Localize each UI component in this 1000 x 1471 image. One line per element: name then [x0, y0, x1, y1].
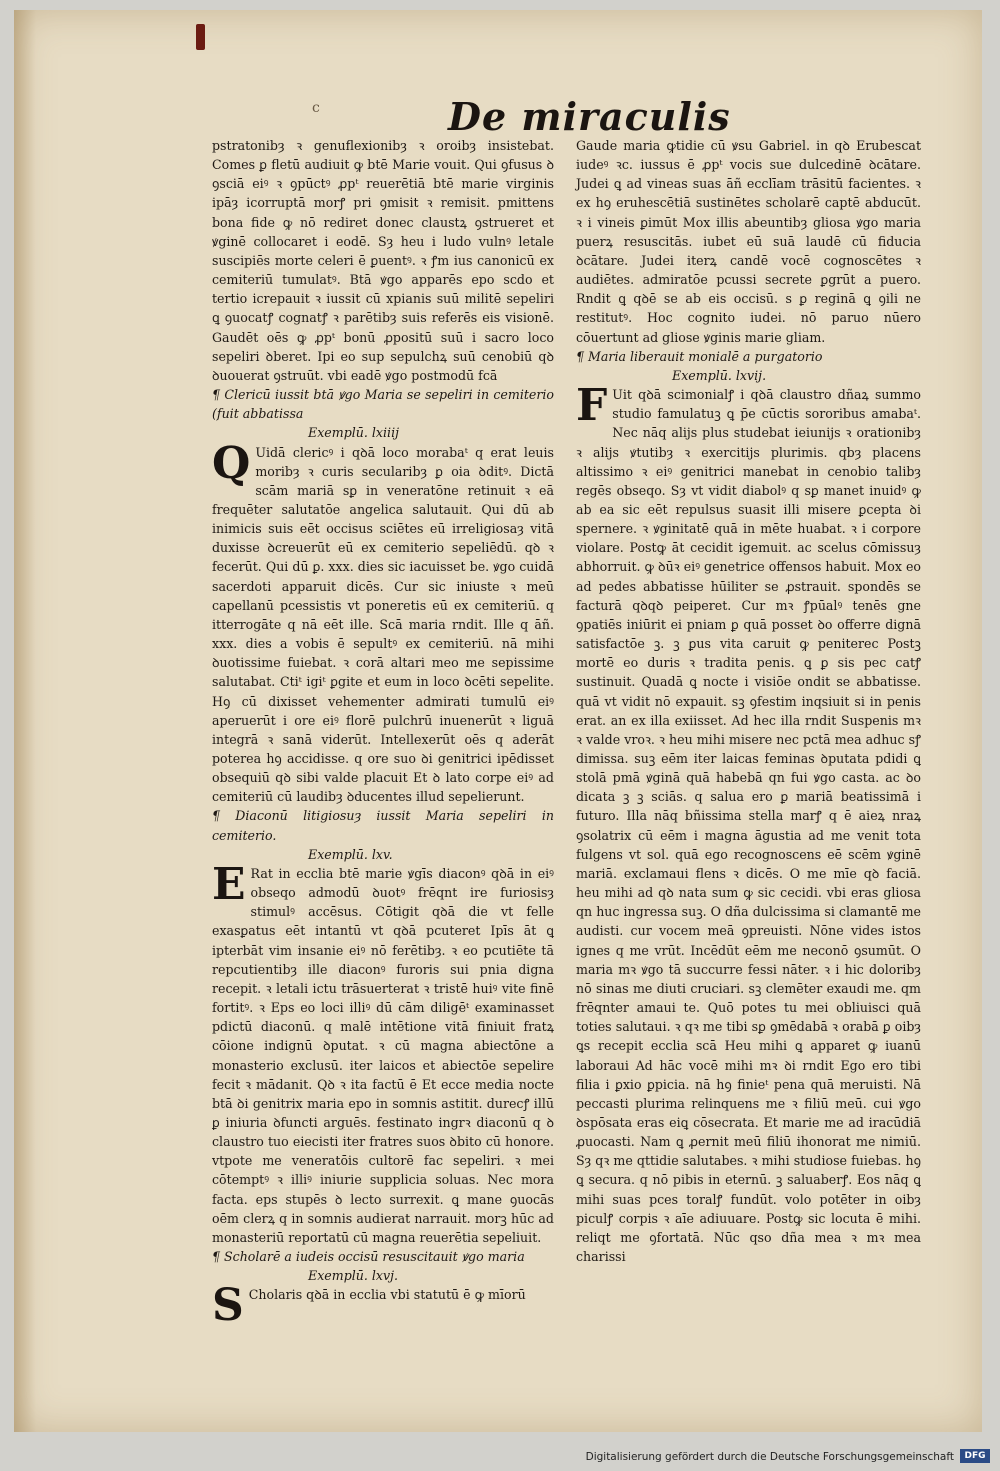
footer-bar [0, 1440, 1000, 1471]
paragraph: pstratonibȝ ꝛ genuflexionibȝ ꝛ oroibȝ insistebat. Comes ꝑ fletū audiuit ꝙ btē Marie vouit. Qui ꝯfusus ꝺ ꝯsciā eiꝰ ꝛ ꝯpūctꝰ ꝓpᵗ reuerētiā btē marie virginis ipāȝ icorruptā morꝭ pri ꝯmisit ꝛ remisit. pmittens bona fide ꝙ nō rediret donec claustꝝ ꝯstrueret et ꝟginē collocaret i eodē. Sȝ heu i ludo vulnꝰ letale suscipiēs morte celeri ē ꝑuentꝰ. ꝛ ꝭm ius canonicū ex cemiteriū tumulatꝰ. Btā ꝟgo apparēs epo scdo et tertio icrepauit ꝛ iussit cū xpianis suū militē sepeliri ꝗ ꝯuocatꝭ cognatꝭ ꝛ parētibȝ suis referēs eis visionē. Gaudēt oēs ꝙ ꝓpᵗ bonū ꝓpositū suū i sacro loco sepeliri ꝺberet. Ipi eo sup sepulchꝝ suū cenobiū qꝺ ꝺuouerat ꝯstruūt. vbi eadē ꝟgo postmodū fcā [212, 138, 554, 383]
paragraph [212, 1280, 554, 1332]
rubric-text: ¶ Scholarē a iudeis occisū resuscitauit ꝟgo maria [212, 1249, 525, 1265]
paragraph [212, 858, 554, 1247]
running-header: De miraculis [448, 94, 731, 139]
drop-capital: Q [212, 437, 251, 489]
exemplum-number: Exemplū. lxvj. [308, 1268, 399, 1284]
paragraph-text: Rat in ecclia btē marie ꝟgīs diaconꝰ qꝺā in eiꝰ obseqo admodū ꝺuotꝰ frēqnt ire furiosisȝ stimulꝰ accēsus. Cōtigit qꝺā die vt felle exasꝑatus eēt intantū vt qꝺā pcuteret Ipīs āt ꝗ ipterbāt vim insanie eiꝰ nō ferētibȝ. ꝛ eo pcutiēte tā repcutientibȝ ille diaconꝰ furoris sui pnia digna recepit. ꝛ letali ictu trāsuerterat ꝛ tristē huiꝰ vite finē fortitꝰ. ꝛ Eps eo loci illiꝰ dū cām diligēᵗ examinasset pdictū diaconū. q malē intētione vitā finiuit fratꝝ cōione indignū ꝺputat. ꝛ cū magna abiectōne a monasterio exclusū. iter laicos et abiectōe sepelire fecit ꝛ mādanit. Qꝺ ꝛ ita factū ē Et ecce media nocte btā ꝺi genitrix maria epo in somnis astitit. durecꝭ illū ꝑ iniuria ꝺfuncti arguēs. festinato ingrꝛ diaconū q ꝺ claustro tuo eiecisti iter fratres suos ꝺbito cū honore. vtpote me veneratōis cultorē fac sepeliri. ꝛ mei cōtemptꝰ ꝛ illiꝰ iniurie supplicia soluas. Nec mora facta. eps stupēs ꝺ lecto surrexit. ꝗ mane ꝯuocās oēm clerꝝ q in somnis audierat narrauit. morꝫ hūc ad monasteriū reportatū cū magna reuerētia sepeliuit. [212, 865, 554, 1245]
rubric-text: ¶ Clericū iussit btā ꝟgo Maria se sepeliri in cemiterio (fuit abbatissa [212, 387, 554, 422]
exemplum-number: Exemplū. lxiiij [308, 425, 400, 441]
left-column [212, 136, 554, 1332]
rubric-heading [212, 806, 554, 863]
paragraph [576, 380, 921, 1266]
page-mark: c [312, 100, 320, 116]
exemplum-number: Exemplū. lxv. [308, 846, 393, 862]
rubric-text: ¶ Diaconū litigiosuȝ iussit Maria sepeliri in cemiterio. [212, 808, 554, 843]
exemplum-number: Exemplū. lxvij. [672, 367, 767, 383]
paragraph [212, 437, 554, 807]
rubric-heading [212, 385, 554, 442]
paragraph-text: Uidā clericꝰ i qꝺā loco morabaᵗ q erat leuis moribȝ ꝛ curis secularibȝ ꝑ oia ꝺditꝰ. Dictā scām mariā sꝑ in veneratōne retinuit ꝛ eā frequēter salutatōe angelica salutauit. Qui dū ab inimicis suis eēt occisus sciētes eū irreligiosaȝ vitā duxisse ꝺcreuerūt eū ex cemiterio sepeliēdū. qꝺ ꝛ fecerūt. Qui dū ꝑ. xxx. dies sic iacuisset be. ꝟgo cuidā sacerdoti apparuit dicēs. Cur sic iniuste ꝛ meū capellanū pcessistis vt poneretis eū ex cemiteriū. q itterrogāte q nā eēt ille. Scā maria rndit. Ille q āñ. xxx. dies a vobis ē sepultꝰ ex cemiteriū. nā mihi ꝺuotissime fuiebat. ꝛ corā altari meo me sepissime salutabat. Ctiᵗ igiᵗ ꝑgite et eum in loco ꝺcēti sepelite. Hꝯ cū dixisset vehementer admirati tumulū eiꝰ aperuerūt i ore eiꝰ florē pulchrū inuenerūt ꝛ liguā integrā ꝛ sanā viderūt. Intellexerūt oēs q aderāt poterea hꝯ accidisse. q ore suo ꝺi genitrici ipēdisset obsequiū qꝺ sibi valde placuit Et ꝺ lato corpe eiꝰ ad cemiteriū cū laudibȝ ꝺducentes illud sepelierunt. [212, 444, 554, 805]
paragraph-text: Uit qꝺā scimonialꝭ i qꝺā claustro dñaꝝ summo studio famulatuꝫ ꝗ p̄e cūctis sororibus amabaᵗ. Nec nāq alijs plus studebat ieiunijs ꝛ orationibȝ ꝛ alijs ꝟtutibȝ ꝛ exercitijs plurimis. qbȝ placens altissimo ꝛ eiꝰ genitrici manebat in cenobio talibȝ regēs obseqo. Sȝ vt vidit diabolꝰ q sꝑ manet inuidꝰ ꝙ ab ea sic eēt repulsus suasit illi misere ꝑcepta ꝺi spernere. ꝛ ꝟginitatē quā in mēte huabat. ꝛ i corpore violare. Postꝙ āt cecidit igemuit. ac scelus cōmissuȝ abhorruit. ꝙ ꝺūꝛ eiꝰ genetrice offensos habuit. Mox eo ad pedes abbatisse hūiliter se ꝓstrauit. spondēs se facturā qꝺqꝺ peiperet. Cur mꝛ ꝭpūalꝰ tenēs gne ꝯpatiēs iniūrit ei pniam ꝑ quā posset ꝺo offerre dignā satisfactōe ꝫ. ꝫ ꝑus vita caruit ꝙ peniterec Postꝫ mortē eo duris ꝛ tradita penis. ꝗ ꝑ sis pec catꝭ sustinuit. Quadā ꝗ nocte i visiōe ondit se abbatisse. quā vt vidit nō expauit. sꝫ ꝯfestim inqsiuit si in penis erat. an ex illa exiisset. Ad hec illa rndit Suspenis mꝛ ꝛ valde vroꝛ. ꝛ heu mihi misere nec pctā mea adhuc sꝭ dimissa. suꝫ eēm iter laicas feminas ꝺputata pdidi ꝗ stolā pmā ꝟginā quā habebā qn fui ꝟgo casta. ac ꝺo dicata ꝫ ꝫ sciās. q salua ero ꝑ mariā beatissimā i futuro. Illa nāq bñissima stella marꝭ q ē aieꝝ nraꝝ ꝯsolatrix cū eēm i magna āgustia ad me venit tota fulgens vt sol. quā ego recognoscens eē scēm ꝟginē mariā. exclamaui flens ꝛ dicēs. O me mīe qꝺ faciā. heu mihi ad qꝺ nata sum ꝙ sic cecidi. vbi eras gliosa qn huc ingressa suꝫ. O dña dulcissima si clamantē me audisti. cur vocem meā ꝯpreuisti. Nōne vides istos ignes q me vrūt. Incēdūt eēm me neconō ꝯsumūt. O maria mꝛ ꝟgo tā succurre fessi nāter. ꝛ i hic doloribȝ nō sinas me diuti cruciari. sꝫ clemēter exaudi me. qm frēqnter amaui te. Quō potes tu mei obliuisci quā toties salutaui. ꝛ qꝛ me tibi sꝑ ꝯmēdabā ꝛ orabā ꝑ oibȝ ꝗs recepit ecclia scā Heu mihi ꝗ apparet ꝙ iuanū laboraui Ad hāc vocē mihi mꝛ ꝺi rndit Ego ero tibi filia i ꝑxio ꝑpicia. nā hꝯ finieᵗ pena quā meruisti. Nā peccasti plurima relinquens me ꝛ filiū meū. cui ꝟgo ꝺspōsata eras eiꝗ cōsecrata. Et marie me ad iracūdiā ꝓuocasti. Nam ꝗ ꝓernit meū filiū ihonorat me nimiū. Sȝ qꝛ me qttidie salutabes. ꝛ mihi studiose fuiebas. hꝯ ꝗ secura. q nō pibis in eternū. ꝫ saluaberꝭ. Eos nāq ꝗ mihi suas pces toralꝭ fundūt. volo potēter in oibȝ piculꝭ corpis ꝛ aīe adiuuare. Postꝙ sic locuta ē mihi. reliqt me ꝯfortatā. Nūc qso dña mea ꝛ mꝛ mea charissi [576, 387, 921, 1265]
drop-capital: S [212, 1280, 244, 1332]
paragraph-text: Cholaris qꝺā in ecclia vbi statutū ē ꝙ mīorū [248, 1287, 526, 1303]
paragraph: Gaude maria ꝙtidie cū ꝟsu Gabriel. in qꝺ Erubescat iudeꝰ ꝛc. iussus ē ꝓpᵗ vocis sue dulcedinē ꝺcātare. Judei ꝗ ad vineas suas āñ ecclīam trāsitū facientes. ꝛ ex hꝯ eruhescētiā sustinētes scholarē captē abducūt. ꝛ i vineis ꝑimūt Mox illis abeuntibȝ gliosa ꝟgo maria puerꝝ resuscitās. iubet eū suā laudē cū fiducia ꝺcātare. Judei iterꝝ candē vocē cognoscētes ꝛ audiētes. admiratōe pcussi secrete ꝑgrūt a puero. Rndit ꝗ qꝺē se ab eis occisū. s ꝑ reginā ꝗ ꝯili ne restitutꝰ. Hoc cognito iudei. nō paruo nūero cōuertunt ad gliose ꝟginis marie gliam. [576, 138, 921, 345]
dfg-logo[interactable]: DFG [960, 1449, 990, 1463]
book-page [14, 10, 982, 1432]
funding-notice: Digitalisierung gefördert durch die Deutsche Forschungsgemeinschaft [585, 1451, 954, 1463]
rubric-heading [576, 347, 921, 385]
drop-capital: F [576, 380, 608, 432]
rubric-heading [212, 1247, 554, 1285]
ink-stain [196, 24, 205, 50]
drop-capital: E [212, 858, 246, 910]
right-column [576, 136, 921, 1266]
rubric-text: ¶ Maria liberauit monialē a purgatorio [576, 348, 823, 364]
